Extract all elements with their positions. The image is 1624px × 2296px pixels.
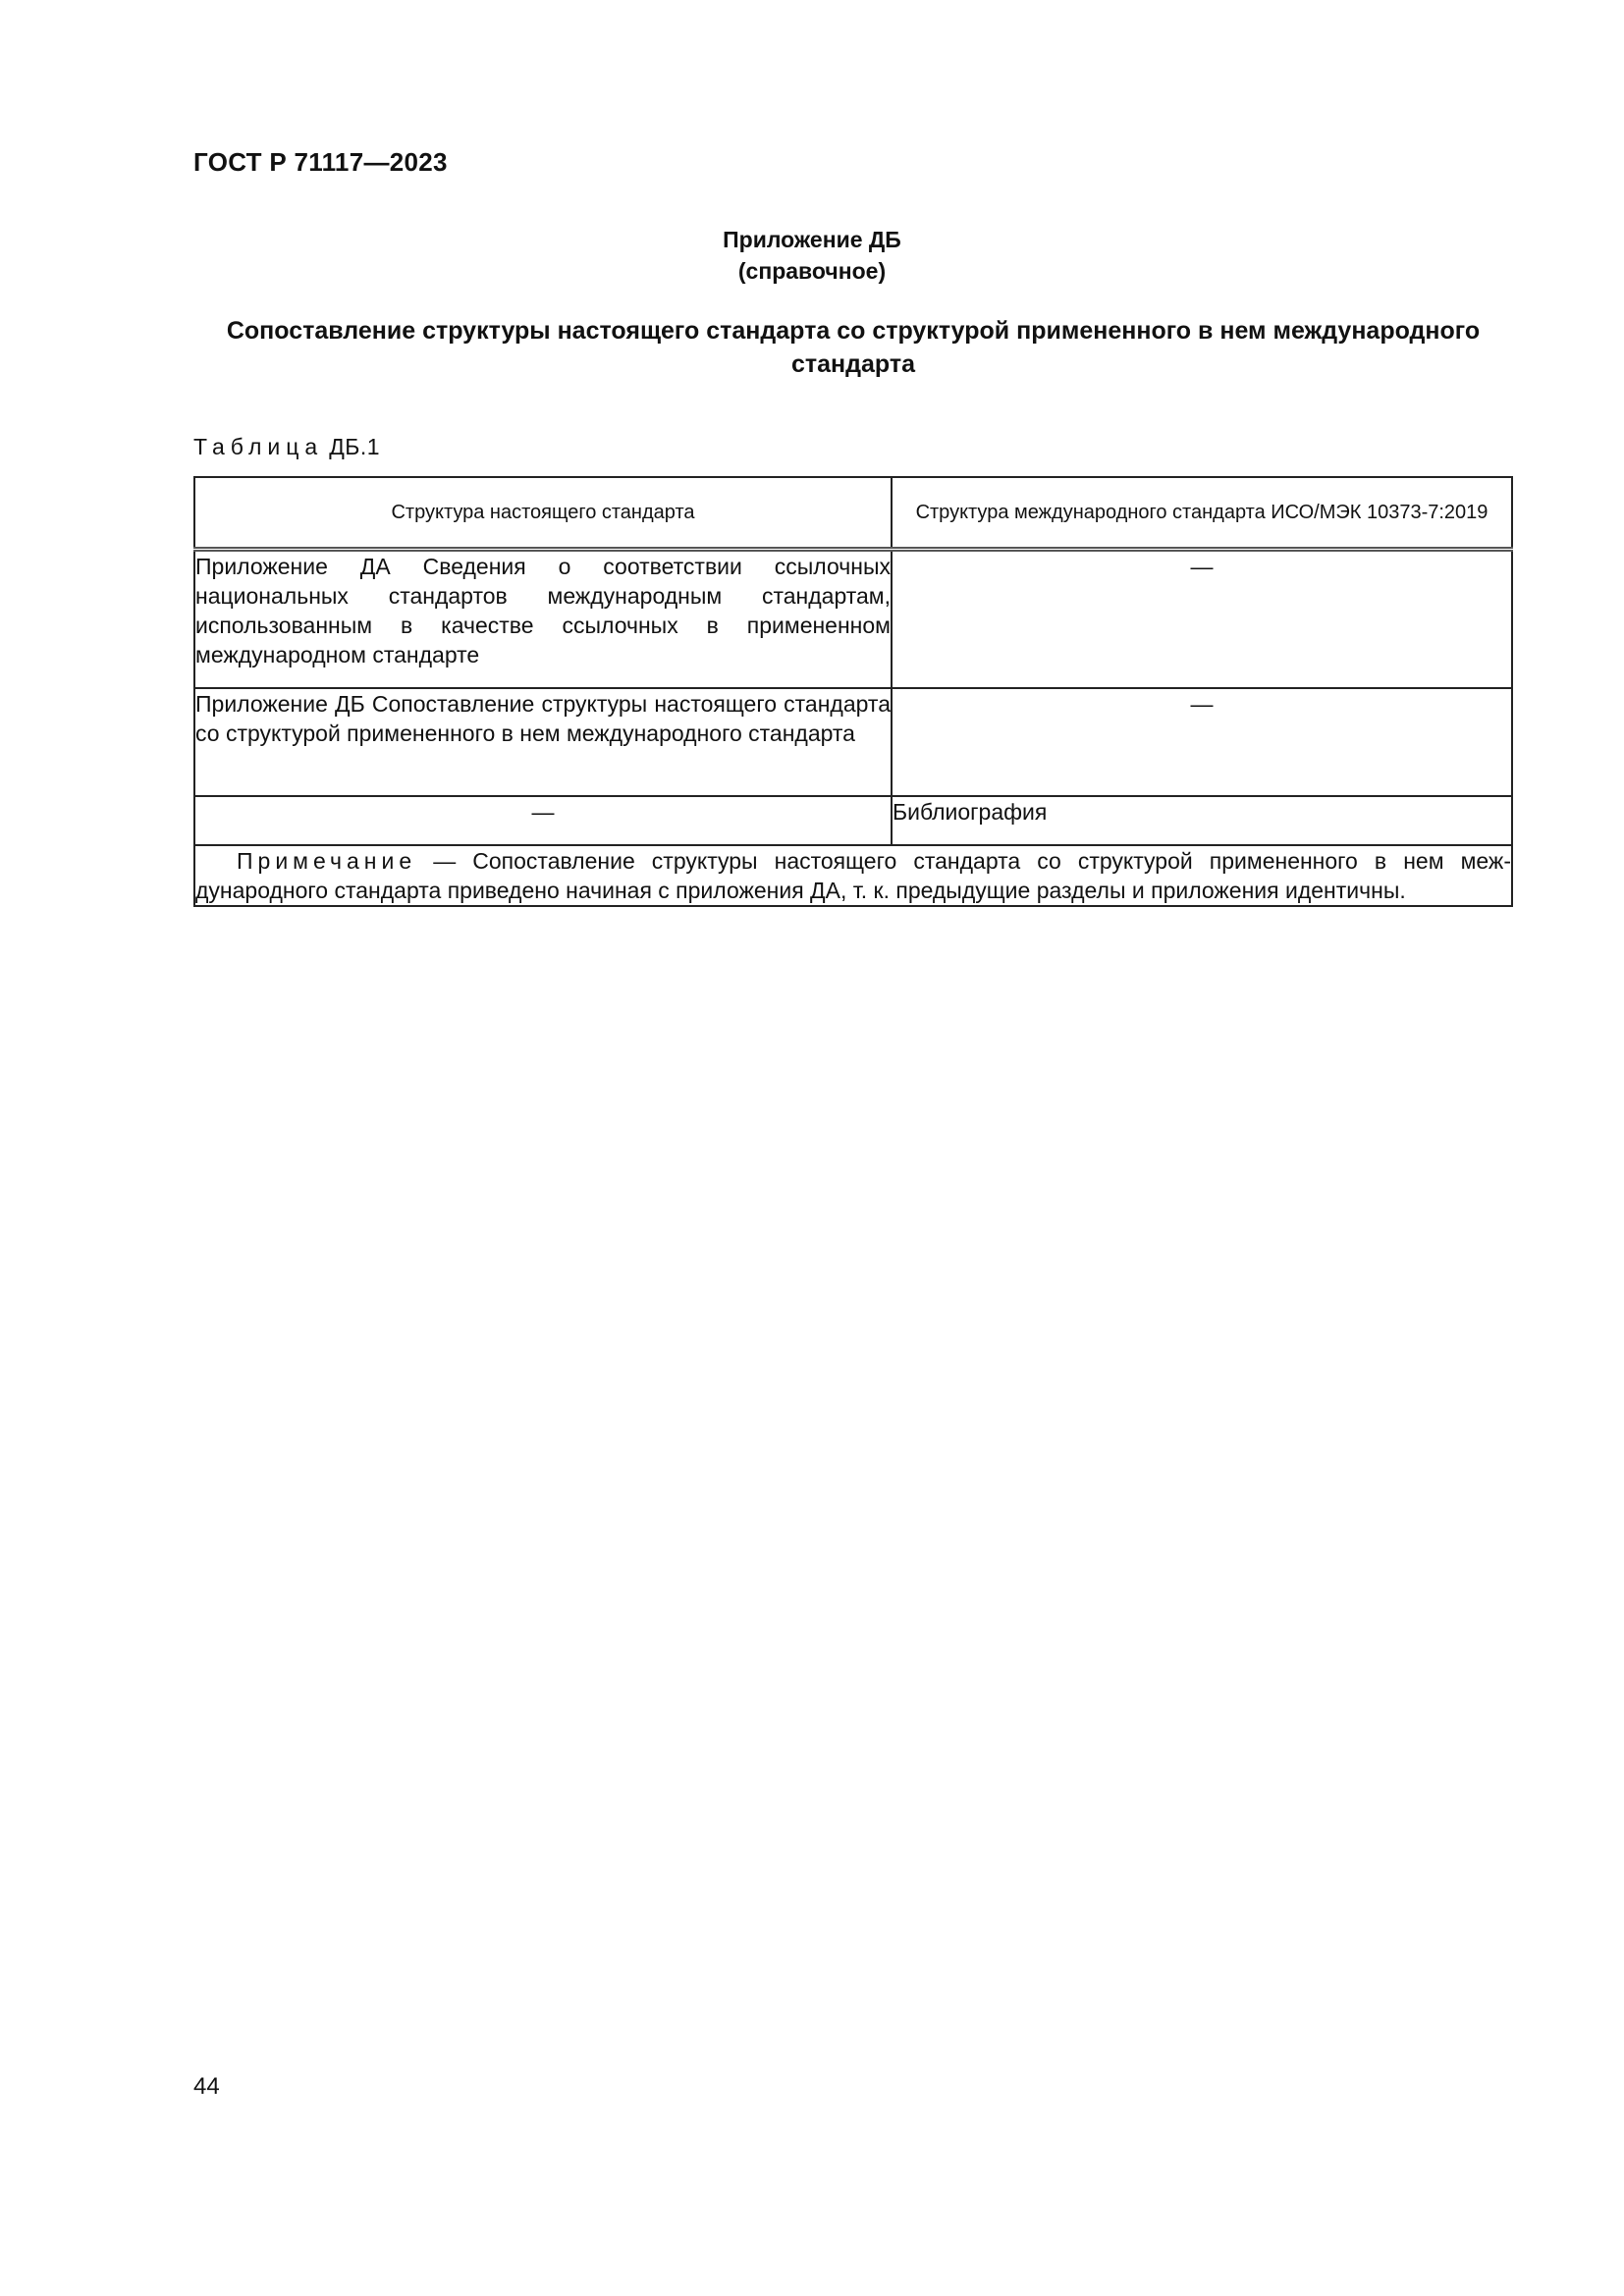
table-header-row [194, 477, 1512, 550]
table-row [194, 688, 1512, 796]
table-cell-international: — [892, 550, 1512, 688]
column-header-national [194, 477, 892, 550]
table-caption-number: ДБ.1 [329, 434, 381, 459]
note-label: Примечание [237, 847, 417, 874]
table-cell-international: — [892, 688, 1512, 796]
table-cell-national: Приложение ДА Сведения о соответствии ссылочных национальных стандартов международным стандартам, использованным в качестве ссылочных в примененном международном стандарте [194, 550, 892, 688]
annex-title: Сопоставление структуры настоящего стандарта со структурой примененного в нем международного стандарта [226, 317, 1481, 378]
table-note [194, 845, 1512, 906]
table-note-row [194, 845, 1512, 906]
column-header-international-text: Структура международного стандарта ИСО/МЭК 10373-7:2019 [915, 502, 1489, 523]
annex-heading [0, 224, 1624, 287]
annex-name: Приложение ДБ [723, 227, 901, 252]
document-code: ГОСТ Р 71117—2023 [193, 147, 448, 177]
column-header-international [892, 477, 1512, 550]
table-row [194, 796, 1512, 845]
note-text: — Сопоставление структуры настоящего стандарта со структурой примененного в нем международного стандарта приведено начиная с приложения ДА, т. к. предыдущие разделы и приложения идентичны. [195, 847, 1511, 903]
table-caption-word: Таблица [193, 434, 324, 459]
table-cell-national: Приложение ДБ Сопоставление структуры настоящего стандарта со структурой примененного в нем международного стандарта [194, 688, 892, 796]
column-header-national-text: Структура настоящего стандарта [391, 502, 695, 523]
table-row [194, 550, 1512, 688]
table-cell-international: Библиография [892, 796, 1512, 845]
page-number: 44 [193, 2073, 220, 2100]
annex-kind: (справочное) [737, 258, 887, 284]
structure-comparison-table [193, 476, 1513, 907]
table-cell-national: — [194, 796, 892, 845]
table-caption [193, 434, 380, 460]
